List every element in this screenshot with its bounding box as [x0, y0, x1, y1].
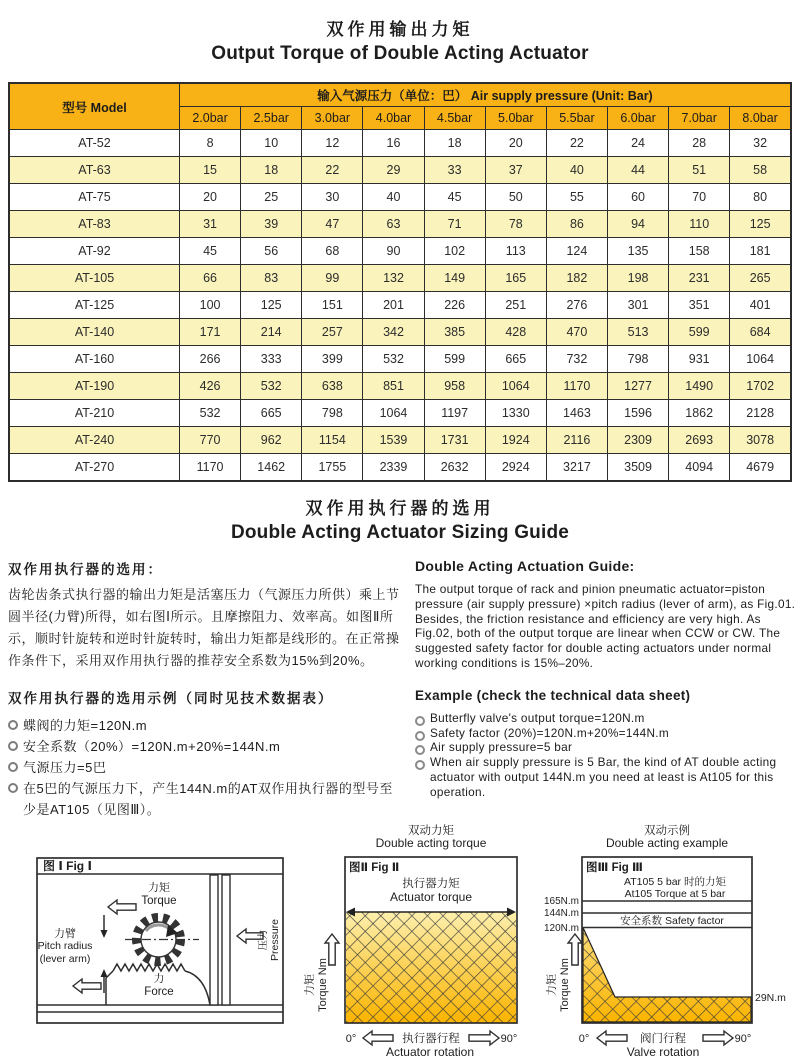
torque-value-cell: 1539	[363, 427, 424, 454]
torque-value-cell: 99	[302, 265, 363, 292]
fig3-tick-29: 29N.m	[755, 992, 786, 1004]
torque-value-cell: 2309	[607, 427, 668, 454]
model-cell: AT-190	[9, 373, 180, 400]
list-item-text: 在5巴的气源压力下，产生144N.m的AT双作用执行器的型号至少是AT105（见图Ⅲ）。	[23, 781, 393, 817]
header-row-top	[9, 83, 791, 107]
torque-direction-arrow-icon	[108, 900, 136, 914]
table-row	[9, 319, 791, 346]
torque-value-cell: 151	[302, 292, 363, 319]
pressure-column-header: 2.5bar	[241, 107, 302, 130]
torque-table-head	[9, 83, 791, 130]
torque-value-cell: 18	[424, 130, 485, 157]
list-item	[8, 757, 404, 778]
torque-value-cell: 20	[180, 184, 241, 211]
fig1-pitch-en2: (lever arm)	[39, 953, 91, 965]
fig1-torque-en: Torque	[141, 895, 177, 907]
force-direction-arrow-icon	[73, 979, 101, 993]
fig1-force-zh: 力	[153, 973, 165, 985]
torque-value-cell: 20	[485, 130, 546, 157]
fig3-label: 图Ⅲ Fig Ⅲ	[586, 862, 643, 874]
torque-value-cell: 399	[302, 346, 363, 373]
fig2-x-label-zh: 执行器行程	[402, 1033, 460, 1045]
torque-value-cell: 32	[730, 130, 791, 157]
torque-value-cell: 110	[669, 211, 730, 238]
fig3-double-acting-example-chart	[535, 822, 800, 1062]
torque-value-cell: 40	[546, 157, 607, 184]
table-row	[9, 130, 791, 157]
bullet-icon	[415, 731, 425, 741]
torque-value-cell: 276	[546, 292, 607, 319]
torque-value-cell: 39	[241, 211, 302, 238]
torque-value-cell: 798	[607, 346, 668, 373]
fig3-y-label-en: Torque Nm	[559, 958, 571, 1012]
torque-value-cell: 149	[424, 265, 485, 292]
list-item-text: Safety factor (20%)=120N.m+20%=144N.m	[430, 725, 669, 740]
guide-heading-zh: 双作用执行器的选用：	[8, 562, 163, 577]
torque-value-cell: 265	[730, 265, 791, 292]
torque-value-cell: 1462	[241, 454, 302, 481]
model-cell: AT-160	[9, 346, 180, 373]
fig2-area-label-en: Actuator torque	[389, 890, 473, 904]
torque-value-cell: 83	[241, 265, 302, 292]
torque-value-cell: 47	[302, 211, 363, 238]
figures-row	[0, 818, 800, 1063]
fig3-title-zh: 双动示例	[644, 825, 690, 837]
fig3-x-start: 0°	[578, 1033, 590, 1045]
fig3-tick-120: 120N.m	[543, 923, 579, 934]
torque-value-cell: 10	[241, 130, 302, 157]
fig3-x-end: 90°	[734, 1033, 752, 1045]
torque-value-cell: 201	[363, 292, 424, 319]
torque-value-cell: 125	[241, 292, 302, 319]
fig1-pressure-zh: 压力	[257, 929, 269, 951]
torque-value-cell: 851	[363, 373, 424, 400]
fig1-torque-zh: 力矩	[148, 882, 170, 894]
fig2-x-label-en: Actuator rotation	[385, 1045, 475, 1059]
torque-value-cell: 1924	[485, 427, 546, 454]
torque-value-cell: 2339	[363, 454, 424, 481]
model-cell: AT-240	[9, 427, 180, 454]
pressure-column-header: 2.0bar	[180, 107, 241, 130]
piston-plate-icon	[222, 875, 230, 1005]
torque-value-cell: 51	[669, 157, 730, 184]
torque-value-cell: 532	[363, 346, 424, 373]
torque-value-cell: 426	[180, 373, 241, 400]
pressure-column-header: 6.0bar	[607, 107, 668, 130]
torque-value-cell: 198	[607, 265, 668, 292]
list-item-text: Air supply pressure=5 bar	[430, 740, 573, 755]
fig2-x-end: 90°	[500, 1033, 518, 1045]
torque-value-cell: 22	[302, 157, 363, 184]
torque-value-cell: 638	[302, 373, 363, 400]
torque-value-cell: 58	[730, 157, 791, 184]
torque-value-cell: 45	[180, 238, 241, 265]
guide-column-en	[415, 558, 797, 800]
pressure-column-header: 8.0bar	[730, 107, 791, 130]
bullet-icon	[8, 720, 18, 730]
torque-value-cell: 4679	[730, 454, 791, 481]
list-item	[415, 755, 797, 799]
torque-value-cell: 428	[485, 319, 546, 346]
fig3-safety-label: 安全系数 Safety factor	[620, 915, 724, 927]
model-cell: AT-75	[9, 184, 180, 211]
list-item	[8, 736, 404, 757]
table-row	[9, 346, 791, 373]
fig1-pressure-en: Pressure	[269, 918, 281, 962]
torque-value-cell: 40	[363, 184, 424, 211]
torque-value-cell: 37	[485, 157, 546, 184]
torque-value-cell: 732	[546, 346, 607, 373]
torque-table-body	[9, 130, 791, 481]
guide-column-zh	[8, 558, 404, 820]
torque-value-cell: 470	[546, 319, 607, 346]
torque-value-cell: 113	[485, 238, 546, 265]
torque-value-cell: 22	[546, 130, 607, 157]
fig2-cw-arrow-icon	[469, 1031, 499, 1045]
torque-value-cell: 24	[607, 130, 668, 157]
torque-value-cell: 90	[363, 238, 424, 265]
torque-value-cell: 94	[607, 211, 668, 238]
torque-value-cell: 28	[669, 130, 730, 157]
fig2-title-en: Double acting torque	[375, 836, 487, 850]
torque-value-cell: 56	[241, 238, 302, 265]
model-cell: AT-92	[9, 238, 180, 265]
list-item	[415, 740, 797, 755]
model-cell: AT-105	[9, 265, 180, 292]
torque-value-cell: 80	[730, 184, 791, 211]
list-item	[8, 778, 404, 820]
example-list-en	[415, 711, 797, 800]
fig2-x-start: 0°	[345, 1033, 357, 1045]
fig1-rack-pinion-diagram	[25, 845, 295, 1035]
pressure-column-header: 5.5bar	[546, 107, 607, 130]
torque-value-cell: 2924	[485, 454, 546, 481]
torque-value-cell: 2128	[730, 400, 791, 427]
torque-value-cell: 15	[180, 157, 241, 184]
table-row	[9, 265, 791, 292]
bullet-icon	[8, 741, 18, 751]
example-heading-zh: 双作用执行器的选用示例（同时见技术数据表）	[8, 691, 334, 706]
fig1-pitch-en1: Pitch radius	[37, 940, 93, 952]
table-row	[9, 373, 791, 400]
torque-value-cell: 401	[730, 292, 791, 319]
model-cell: AT-52	[9, 130, 180, 157]
fig2-double-acting-torque-chart	[303, 822, 533, 1062]
torque-value-cell: 257	[302, 319, 363, 346]
fig1-force-en: Force	[144, 986, 174, 998]
dimension-arrow-icon	[101, 930, 108, 938]
torque-value-cell: 665	[241, 400, 302, 427]
example-list-zh	[8, 715, 404, 820]
guide-paragraph-en: The output torque of rack and pinion pneumatic actuator=piston pressure (air supply pressure) ×pitch radius (lever of arm), as Fig.01. Besides, the friction resistance and efficiency are very high. As Fig.02, both of the output torque are linear when CCW or CW. The suggested safety factor for double acting actuators under normal working conditions is 15%–20%.	[415, 582, 796, 670]
table-row	[9, 454, 791, 481]
torque-value-cell: 3509	[607, 454, 668, 481]
torque-value-cell: 125	[730, 211, 791, 238]
table-row	[9, 400, 791, 427]
fig3-ccw-arrow-icon	[597, 1031, 627, 1045]
list-item	[415, 711, 797, 726]
page-title	[0, 18, 800, 66]
torque-value-cell: 30	[302, 184, 363, 211]
torque-value-cell: 25	[241, 184, 302, 211]
model-cell: AT-270	[9, 454, 180, 481]
model-cell: AT-125	[9, 292, 180, 319]
torque-value-cell: 1490	[669, 373, 730, 400]
torque-value-cell: 226	[424, 292, 485, 319]
torque-value-cell: 770	[180, 427, 241, 454]
model-cell: AT-63	[9, 157, 180, 184]
torque-value-cell: 532	[180, 400, 241, 427]
bullet-icon	[415, 716, 425, 726]
list-item-text: 蝶阀的力矩=120N.m	[23, 718, 148, 733]
table-title-en: Output Torque of Double Acting Actuator	[211, 43, 589, 64]
model-cell: AT-140	[9, 319, 180, 346]
torque-value-cell: 1702	[730, 373, 791, 400]
torque-value-cell: 63	[363, 211, 424, 238]
torque-value-cell: 71	[424, 211, 485, 238]
torque-value-cell: 70	[669, 184, 730, 211]
torque-value-cell: 1064	[363, 400, 424, 427]
table-title-zh: 双作用输出力矩	[326, 20, 474, 39]
torque-value-cell: 12	[302, 130, 363, 157]
fig2-label: 图Ⅱ Fig Ⅱ	[349, 862, 400, 874]
torque-value-cell: 214	[241, 319, 302, 346]
torque-value-cell: 135	[607, 238, 668, 265]
fig2-y-label-en: Torque Nm	[317, 958, 329, 1012]
torque-value-cell: 4094	[669, 454, 730, 481]
torque-value-cell: 1755	[302, 454, 363, 481]
pressure-column-header: 4.5bar	[424, 107, 485, 130]
table-row	[9, 427, 791, 454]
bullet-icon	[415, 745, 425, 755]
pressure-column-header: 5.0bar	[485, 107, 546, 130]
fig3-series-label-en: At105 Torque at 5 bar	[624, 888, 726, 900]
torque-value-cell: 301	[607, 292, 668, 319]
torque-value-cell: 798	[302, 400, 363, 427]
torque-value-cell: 1064	[730, 346, 791, 373]
rack-teeth-icon	[113, 964, 185, 971]
fig2-title-zh: 双动力矩	[408, 825, 454, 837]
torque-value-cell: 684	[730, 319, 791, 346]
torque-value-cell: 181	[730, 238, 791, 265]
torque-value-cell: 1862	[669, 400, 730, 427]
torque-value-cell: 665	[485, 346, 546, 373]
torque-value-cell: 1170	[180, 454, 241, 481]
fig3-y-label-zh: 力矩	[546, 974, 558, 996]
fig3-cw-arrow-icon	[703, 1031, 733, 1045]
fig2-y-label-zh: 力矩	[304, 974, 316, 996]
fig3-x-label-zh: 阀门行程	[640, 1033, 686, 1045]
torque-value-cell: 599	[424, 346, 485, 373]
torque-value-cell: 231	[669, 265, 730, 292]
fig3-tick-144: 144N.m	[543, 908, 579, 919]
torque-value-cell: 44	[607, 157, 668, 184]
torque-value-cell: 3217	[546, 454, 607, 481]
list-item-text: 气源压力=5巴	[23, 760, 107, 775]
pressure-column-header: 3.0bar	[302, 107, 363, 130]
fig3-tick-165: 165N.m	[543, 896, 579, 907]
torque-value-cell: 1731	[424, 427, 485, 454]
torque-value-cell: 102	[424, 238, 485, 265]
torque-value-cell: 124	[546, 238, 607, 265]
fig1-label: 图 Ⅰ Fig Ⅰ	[43, 859, 92, 873]
torque-value-cell: 182	[546, 265, 607, 292]
torque-value-cell: 532	[241, 373, 302, 400]
table-row	[9, 238, 791, 265]
torque-table-wrap	[8, 82, 792, 482]
torque-value-cell: 1154	[302, 427, 363, 454]
torque-value-cell: 16	[363, 130, 424, 157]
torque-value-cell: 29	[363, 157, 424, 184]
torque-value-cell: 3078	[730, 427, 791, 454]
fig1-pitch-zh: 力臂	[54, 928, 76, 940]
torque-value-cell: 266	[180, 346, 241, 373]
list-item-text: Butterfly valve's output torque=120N.m	[430, 710, 645, 725]
fig2-ccw-arrow-icon	[363, 1031, 393, 1045]
torque-value-cell: 45	[424, 184, 485, 211]
fig2-area-label-zh: 执行器力矩	[402, 878, 460, 890]
bullet-icon	[8, 783, 18, 793]
torque-value-cell: 33	[424, 157, 485, 184]
fig3-title-en: Double acting example	[605, 836, 729, 850]
torque-value-cell: 78	[485, 211, 546, 238]
table-row	[9, 292, 791, 319]
torque-value-cell: 18	[241, 157, 302, 184]
torque-value-cell: 60	[607, 184, 668, 211]
torque-value-cell: 1463	[546, 400, 607, 427]
torque-value-cell: 2116	[546, 427, 607, 454]
bullet-icon	[415, 760, 425, 770]
table-row	[9, 184, 791, 211]
list-item-text: When air supply pressure is 5 Bar, the kind of AT double acting actuator with output 144N.m you need at least is At105 for this operation.	[430, 755, 777, 799]
torque-value-cell: 66	[180, 265, 241, 292]
torque-value-cell: 342	[363, 319, 424, 346]
torque-value-cell: 100	[180, 292, 241, 319]
torque-value-cell: 1064	[485, 373, 546, 400]
piston-plate-icon	[210, 875, 218, 1005]
torque-value-cell: 171	[180, 319, 241, 346]
torque-value-cell: 68	[302, 238, 363, 265]
torque-value-cell: 251	[485, 292, 546, 319]
list-item-text: 安全系数（20%）=120N.m+20%=144N.m	[23, 739, 281, 754]
table-row	[9, 211, 791, 238]
torque-value-cell: 1277	[607, 373, 668, 400]
pressure-header-cell: 输入气源压力（单位：巴） Air supply pressure (Unit: Bar)	[180, 83, 792, 107]
torque-value-cell: 8	[180, 130, 241, 157]
torque-value-cell: 2693	[669, 427, 730, 454]
pressure-column-header: 4.0bar	[363, 107, 424, 130]
torque-value-cell: 513	[607, 319, 668, 346]
torque-value-cell: 158	[669, 238, 730, 265]
torque-value-cell: 351	[669, 292, 730, 319]
guide-title	[0, 497, 800, 545]
torque-value-cell: 1330	[485, 400, 546, 427]
torque-value-cell: 50	[485, 184, 546, 211]
pressure-column-header: 7.0bar	[669, 107, 730, 130]
torque-value-cell: 333	[241, 346, 302, 373]
guide-paragraph-zh: 齿轮齿条式执行器的输出力矩是活塞压力（气源压力所供）乘上节圆半径(力臂)所得，如右图Ⅰ所示。且摩擦阻力、效率高。如图Ⅱ所示，顺时针旋转和逆时针旋转时，输出力矩都是线形的。在正常操作条件下，采用双作用执行器的推荐安全系数为15%到20%。	[8, 587, 400, 668]
torque-value-cell: 132	[363, 265, 424, 292]
torque-value-cell: 1197	[424, 400, 485, 427]
torque-value-cell: 599	[669, 319, 730, 346]
example-heading-en: Example (check the technical data sheet)	[415, 687, 691, 703]
model-cell: AT-83	[9, 211, 180, 238]
torque-value-cell: 55	[546, 184, 607, 211]
torque-value-cell: 931	[669, 346, 730, 373]
list-item	[415, 726, 797, 741]
guide-title-zh: 双作用执行器的选用	[305, 499, 495, 518]
guide-title-en: Double Acting Actuator Sizing Guide	[230, 522, 570, 543]
list-item	[8, 715, 404, 736]
torque-value-cell: 385	[424, 319, 485, 346]
fig3-series-label-zh: AT105 5 bar 时的力矩	[624, 876, 726, 888]
bullet-icon	[8, 762, 18, 772]
dimension-arrow-icon	[101, 969, 108, 977]
model-header-cell: 型号 Model	[9, 83, 180, 130]
model-cell: AT-210	[9, 400, 180, 427]
guide-heading-en: Double Acting Actuation Guide:	[415, 558, 635, 574]
torque-value-cell: 86	[546, 211, 607, 238]
torque-value-cell: 31	[180, 211, 241, 238]
table-row	[9, 157, 791, 184]
torque-table	[8, 82, 792, 482]
fig3-x-label-en: Valve rotation	[626, 1045, 700, 1059]
torque-value-cell: 1596	[607, 400, 668, 427]
torque-value-cell: 962	[241, 427, 302, 454]
torque-value-cell: 1170	[546, 373, 607, 400]
torque-value-cell: 2632	[424, 454, 485, 481]
torque-value-cell: 165	[485, 265, 546, 292]
torque-value-cell: 958	[424, 373, 485, 400]
